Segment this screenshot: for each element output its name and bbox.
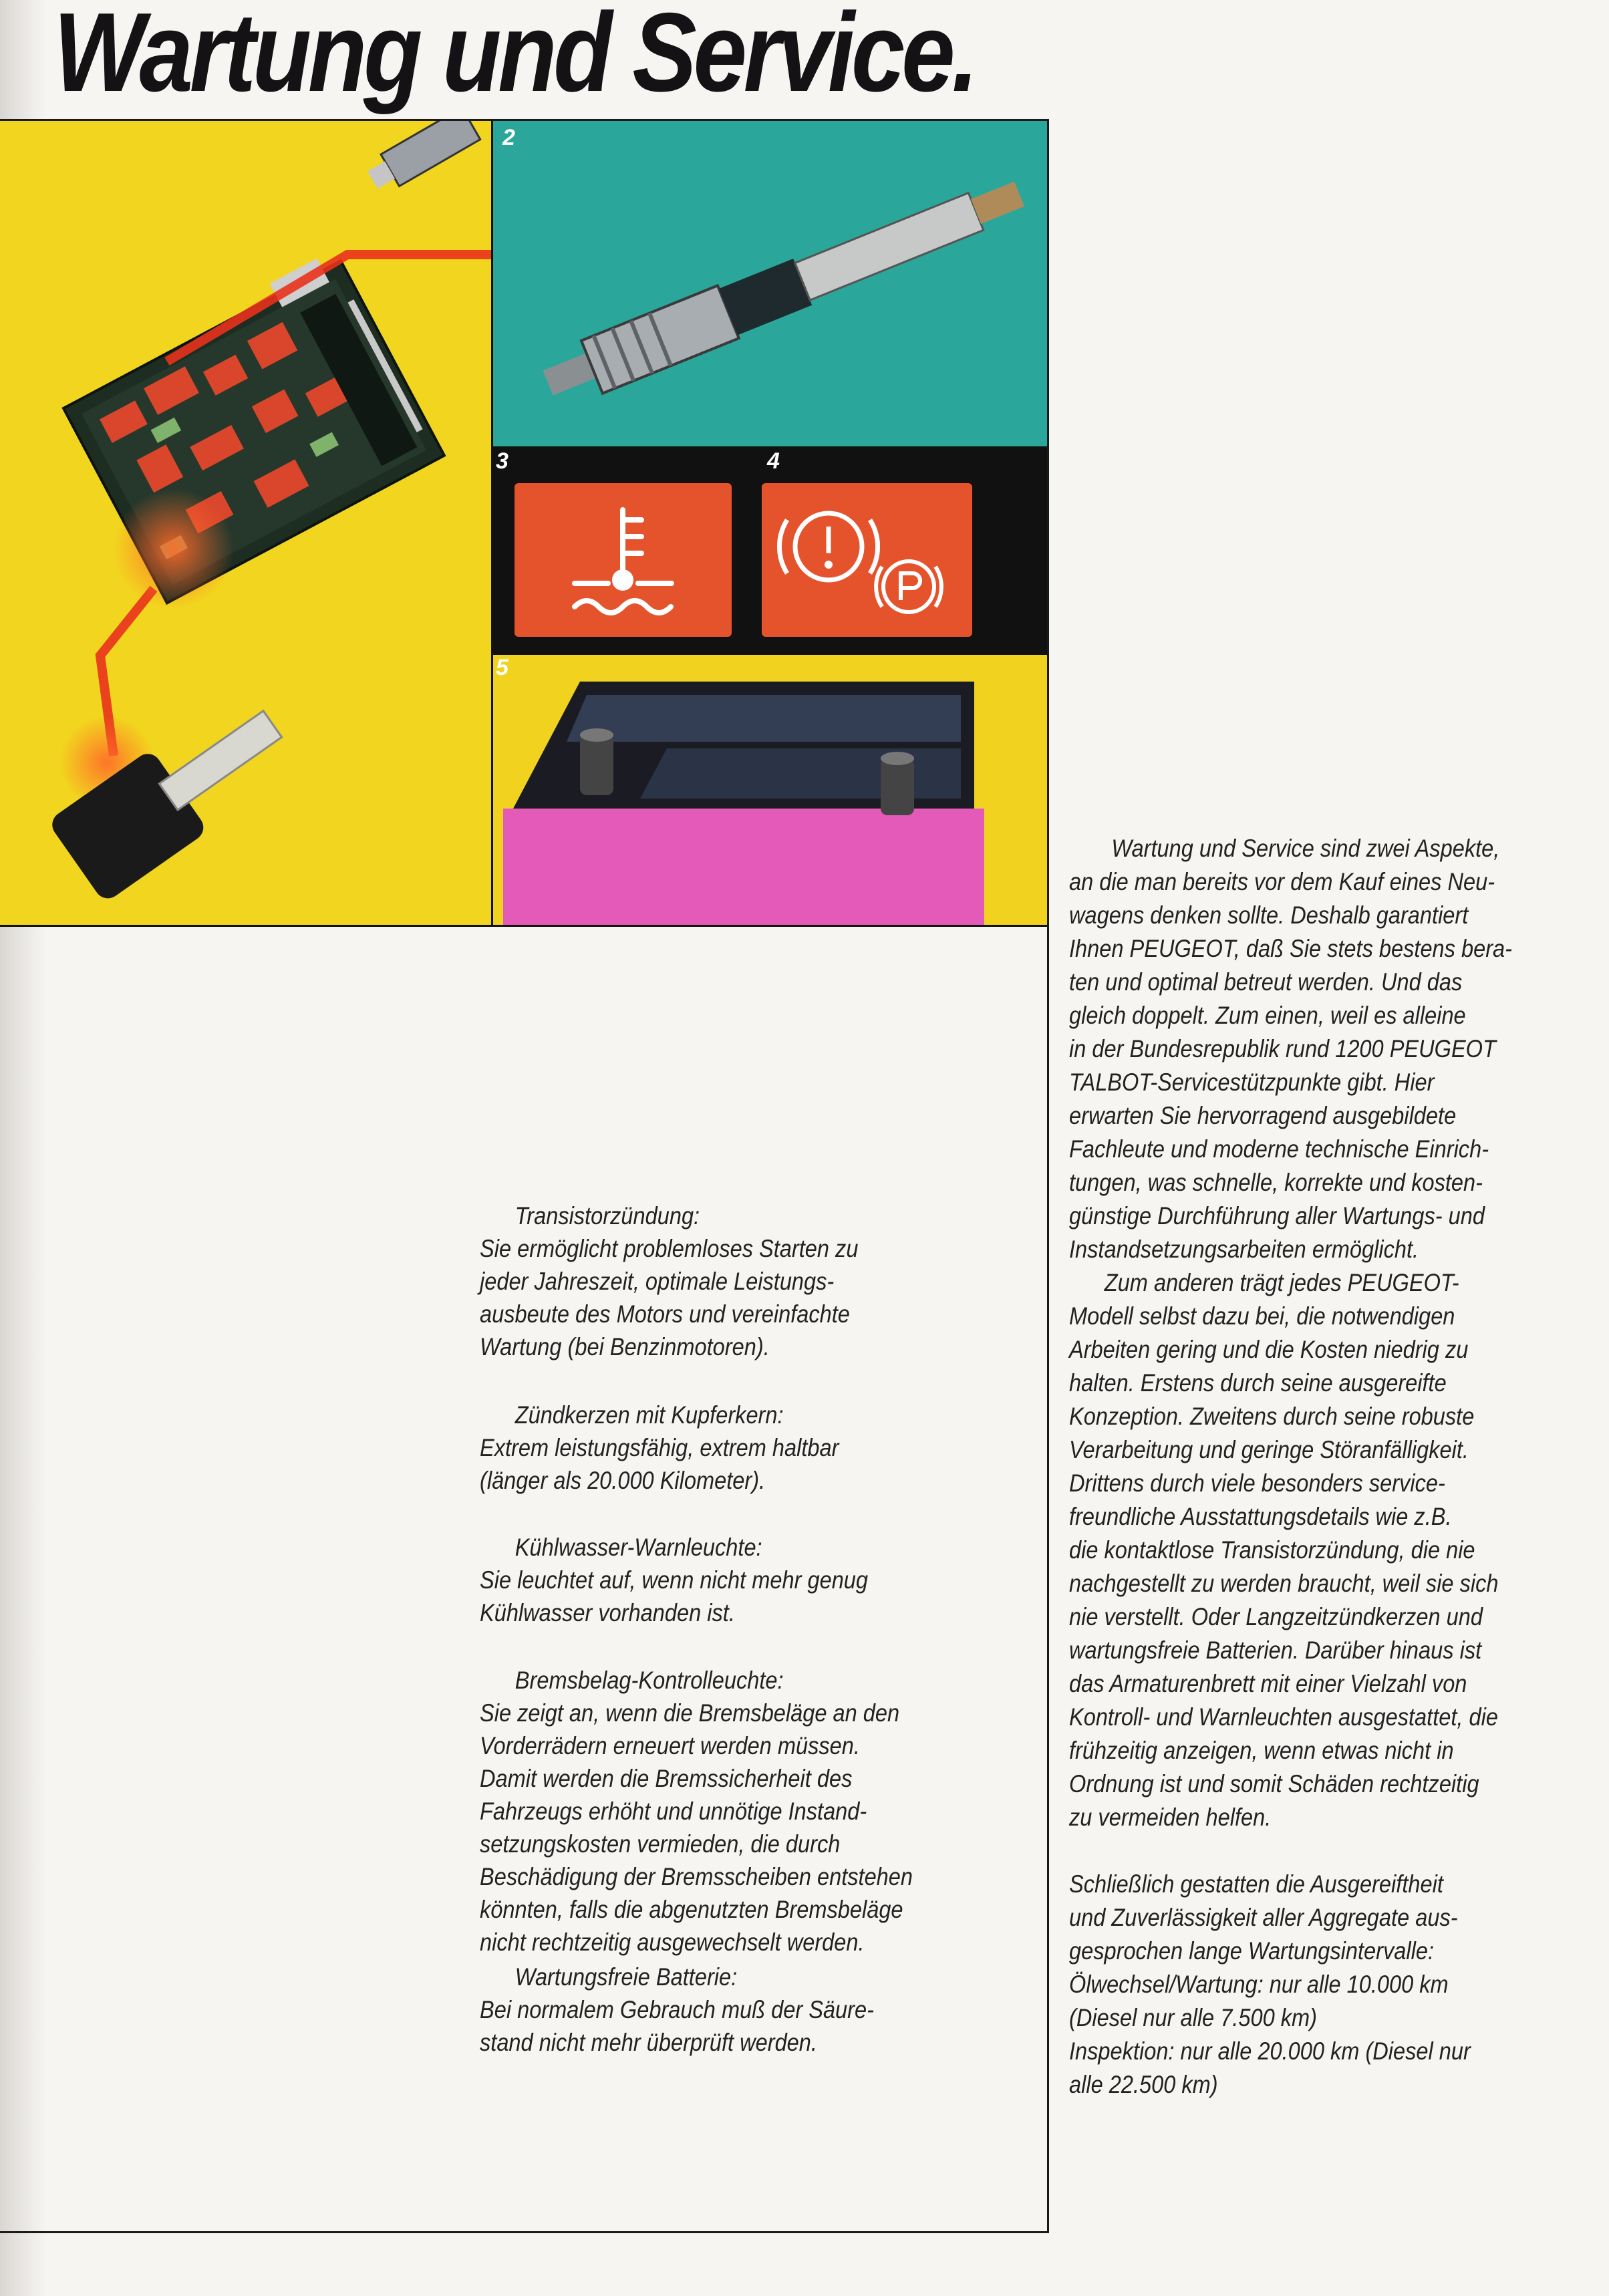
caption-line: Wartung (bei Benzinmotoren).: [480, 1333, 770, 1360]
caption-heading: Bremsbelag-Kontrolleuchte:: [515, 1667, 784, 1694]
body-paragraph-3: [1069, 1868, 1577, 2102]
panel-spark-plug: [493, 121, 1047, 446]
caption-heading: Zündkerzen mit Kupferkern:: [515, 1401, 784, 1429]
body-text-column: [1069, 832, 1577, 2102]
body-line: TALBOT-Servicestützpunkte gibt. Hier: [1069, 1068, 1435, 1096]
body-line: gesprochen lange Wartungsintervalle:: [1069, 1937, 1435, 1965]
body-line: die kontaktlose Transistorzündung, die nie: [1069, 1536, 1475, 1564]
body-line: Ölwechsel/Wartung: nur alle 10.000 km: [1069, 1971, 1449, 1998]
caption-line: Vorderrädern erneuert werden müssen.: [480, 1732, 860, 1759]
caption-line: (länger als 20.000 Kilometer).: [480, 1467, 766, 1494]
divider-horizontal-1: [493, 446, 1047, 448]
body-line: Arbeiten gering und die Kosten niedrig zu: [1069, 1336, 1469, 1363]
body-line: halten. Erstens durch seine ausgereifte: [1069, 1369, 1447, 1397]
caption-spark-plugs: [480, 1399, 839, 1497]
body-line: Schließlich gestatten die Ausgereiftheit: [1069, 1870, 1443, 1898]
body-line: Instandsetzungsarbeiten ermöglicht.: [1069, 1236, 1419, 1263]
body-line: zu vermeiden helfen.: [1069, 1804, 1272, 1831]
body-line: günstige Durchführung aller Wartungs- und: [1069, 1202, 1485, 1230]
body-line: Modell selbst dazu bei, die notwendigen: [1069, 1302, 1455, 1330]
panel-number-4: 4: [767, 448, 780, 474]
caption-heading: Kühlwasser-Warnleuchte:: [515, 1534, 762, 1561]
body-line: wartungsfreie Batterien. Darüber hinaus ist: [1069, 1636, 1482, 1664]
caption-line: stand nicht mehr überprüft werden.: [480, 2029, 817, 2056]
panel-warning-lights: [493, 448, 1047, 653]
body-line: das Armaturenbrett mit einer Vielzahl von: [1069, 1670, 1467, 1697]
body-line: Konzeption. Zweitens durch seine robuste: [1069, 1403, 1475, 1430]
caption-line: ausbeute des Motors und vereinfachte: [480, 1300, 850, 1328]
body-paragraph-2: [1069, 1266, 1577, 1834]
body-paragraph-1: [1069, 832, 1577, 1266]
body-line: Zum anderen trägt jedes PEUGEOT-: [1104, 1269, 1459, 1296]
panel-number-2: 2: [502, 125, 515, 150]
caption-line: Fahrzeugs erhöht und unnötige Instand-: [480, 1798, 867, 1825]
body-line: Wartung und Service sind zwei Aspekte,: [1111, 835, 1500, 862]
caption-line: Beschädigung der Bremsscheiben entstehen: [480, 1863, 913, 1890]
body-line: gleich doppelt. Zum einen, weil es alleine: [1069, 1002, 1466, 1029]
caption-heading: Transistorzündung:: [515, 1202, 700, 1230]
body-line: ten und optimal betreut werden. Und das: [1069, 968, 1463, 996]
caption-brake-pad-warning: [480, 1664, 913, 1959]
divider-horizontal-3: [0, 925, 1047, 927]
caption-line: jeder Jahreszeit, optimale Leistungs-: [480, 1268, 835, 1295]
body-line: Ordnung ist und somit Schäden rechtzeitig: [1069, 1770, 1479, 1798]
body-line: Drittens durch viele besonders service-: [1069, 1469, 1445, 1497]
body-line: an die man bereits vor dem Kauf eines Neu-: [1069, 868, 1495, 895]
caption-line: Sie zeigt an, wenn die Bremsbeläge an den: [480, 1699, 900, 1727]
body-line: Ihnen PEUGEOT, daß Sie stets bestens bera-: [1069, 935, 1512, 962]
coolant-warning-light: [515, 483, 732, 637]
spark-plug-image: [493, 121, 1047, 446]
caption-line: Damit werden die Bremssicherheit des: [480, 1765, 853, 1792]
body-line: wagens denken sollte. Deshalb garantiert: [1069, 901, 1469, 929]
panel-transistor-ignition: [0, 121, 491, 925]
panel-number-5: 5: [496, 655, 508, 680]
body-line: und Zuverlässigkeit aller Aggregate aus-: [1069, 1904, 1458, 1931]
page-title: Wartung und Service.: [53, 0, 976, 115]
caption-line: Sie ermöglicht problemloses Starten zu: [480, 1235, 859, 1262]
body-line: Verarbeitung und geringe Störanfälligkeit.: [1069, 1436, 1469, 1463]
body-line: alle 22.500 km): [1069, 2071, 1218, 2098]
body-line: frühzeitig anzeigen, wenn etwas nicht in: [1069, 1737, 1454, 1764]
body-line: erwarten Sie hervorragend ausgebildete: [1069, 1102, 1457, 1129]
body-line: Inspektion: nur alle 20.000 km (Diesel nur: [1069, 2037, 1471, 2065]
caption-line: Kühlwasser vorhanden ist.: [480, 1599, 735, 1626]
caption-line: Bei normalem Gebrauch muß der Säure-: [480, 1996, 874, 2023]
body-line: Kontroll- und Warnleuchten ausgestattet, die: [1069, 1703, 1498, 1731]
divider-horizontal-2: [493, 653, 1047, 655]
caption-maintenance-free-battery: [480, 1961, 874, 2059]
body-line: in der Bundesrepublik rund 1200 PEUGEOT: [1069, 1035, 1496, 1062]
brake-warning-light: [762, 483, 972, 637]
divider-vertical: [491, 121, 493, 925]
body-line: tungen, was schnelle, korrekte und kosten-: [1069, 1169, 1483, 1196]
circuit-board-image: [0, 121, 491, 925]
brake-icons-group: [762, 483, 972, 637]
panel-number-3: 3: [496, 448, 508, 474]
caption-coolant-warning: [480, 1531, 868, 1629]
caption-line: nicht rechtzeitig ausgewechselt werden.: [480, 1928, 865, 1956]
body-line: (Diesel nur alle 7.500 km): [1069, 2004, 1317, 2031]
panel-battery: [493, 655, 1047, 925]
caption-line: Extrem leistungsfähig, extrem haltbar: [480, 1434, 839, 1461]
brake-warning-icon: [779, 513, 877, 580]
caption-line: Sie leuchtet auf, wenn nicht mehr genug: [480, 1566, 869, 1594]
caption-transistor-ignition: [480, 1199, 858, 1363]
coolant-temperature-icon: [515, 483, 732, 637]
caption-line: könnten, falls die abgenutzten Bremsbeläge: [480, 1896, 903, 1923]
battery-image: [493, 655, 1047, 925]
body-line: Fachleute und moderne technische Einrich-: [1069, 1135, 1489, 1163]
body-line: freundliche Ausstattungsdetails wie z.B.: [1069, 1503, 1452, 1530]
parking-brake-icon: [876, 561, 941, 612]
body-line: nie verstellt. Oder Langzeitzündkerzen und: [1069, 1603, 1483, 1630]
caption-heading: Wartungsfreie Batterie:: [515, 1963, 738, 1991]
caption-line: setzungskosten vermieden, die durch: [480, 1830, 841, 1858]
body-line: nachgestellt zu werden braucht, weil sie sich: [1069, 1570, 1499, 1597]
